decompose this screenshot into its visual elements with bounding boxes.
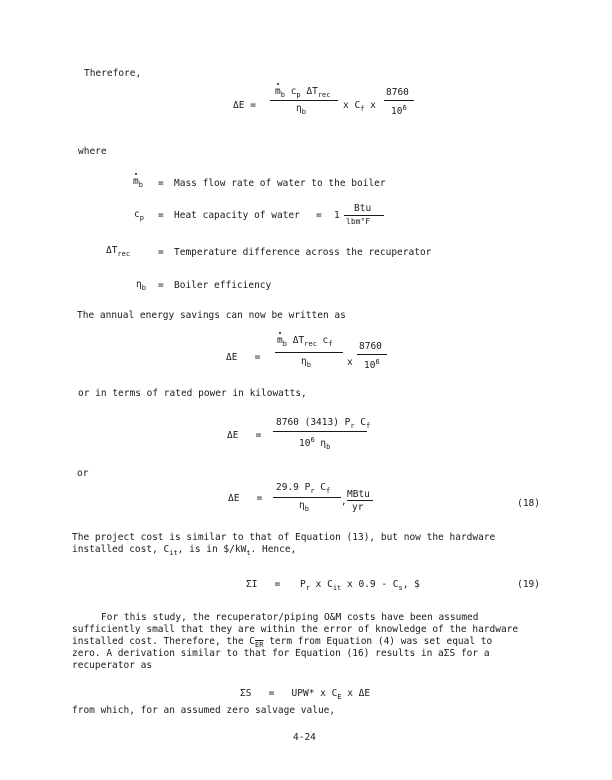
def-cp-eq: = [158,210,164,221]
def-eta-desc: Boiler efficiency [174,280,272,291]
eq1-factor: x $C_f$ x [343,100,376,113]
eq1-den2: $10^6$ [391,104,407,118]
para-line-5: recuperator as [72,660,153,671]
eq2-fraction-bar-2 [357,354,387,355]
def-dt-eq: = [158,247,164,258]
eq18-denominator: $\eta_b$ [299,500,309,513]
eq-sum-s: ΣS = UPW* x $C_E$ x ΔE [240,688,371,701]
para-line-4: zero. A derivation similar to that for Equation (16) results in aΣS for a [72,648,490,659]
eq18-unit-bar [347,500,373,501]
eq19-lhs: ΣI = [246,579,281,590]
para-line-1: For this study, the recuperator/piping O&M costs have been assumed [101,612,479,623]
eq1-numerator: $m_b$ $c_p$ $\Delta T_{rec}$ [275,86,331,99]
eq1-num2: 8760 [386,87,409,98]
eq18-comma: , [341,496,347,507]
def-eta-eq: = [158,280,164,291]
def-m-symbol: $m_b$ [133,176,143,189]
def-eta-symbol: $\eta_b$ [136,279,146,292]
eq19-number: (19) [517,579,540,590]
def-cp-desc: Heat capacity of water [174,210,300,221]
eq3-fraction-bar [273,431,367,432]
eq18-unit-den: yr [352,502,364,513]
def-dt-symbol: $\Delta T_{rec}$ [106,245,131,258]
eq2-numerator: $m_b$ $\Delta T_{rec}$ $c_f$ [277,335,333,348]
eq1-fraction-bar-2 [384,100,414,101]
def-cp-val: 1 [334,210,340,221]
eq1-lhs: ΔE = [233,100,256,111]
eq18-fraction-bar [273,497,341,498]
def-cp-eq2: = [316,210,322,221]
def-m-eq: = [158,178,164,189]
eq3-numerator: 8760 (3413) $P_r$ $C_f$ [276,417,371,430]
para-line-2: sufficiently small that they are within the error of knowledge of the hardware [72,624,519,635]
or-rated-text: or in terms of rated power in kilowatts, [78,388,307,399]
eq2-times: x [347,357,353,368]
eq3-lhs: ΔE = [227,430,262,441]
def-m-desc: Mass flow rate of water to the boiler [174,178,386,189]
from-which-text: from which, for an assumed zero salvage value, [72,705,336,716]
eq2-denominator: $\eta_b$ [301,356,311,369]
eq18-lhs: ΔE = [228,493,263,504]
def-cp-symbol: $c_p$ [134,209,144,222]
eq19-body: $P_r$ x $C_{it}$ x $0.9 - C_s$, $ [300,579,420,592]
para-line-3: installed cost. Therefore, the $C_{\overline{ER}}$ term from Equation (4) was set equal to [72,636,493,649]
eq2-num2: 8760 [359,341,382,352]
def-cp-unit-den: lbm°F [346,217,371,226]
or-text: or [77,468,89,479]
eq2-den2: $10^6$ [364,358,380,372]
annual-text: The annual energy savings can now be written as [77,310,346,321]
def-cp-unit-bar [344,215,384,216]
page-number: 4-24 [293,732,316,743]
where-text: where [78,146,107,157]
therefore-text: Therefore, [84,68,142,79]
def-dt-desc: Temperature difference across the recuperator [174,247,432,258]
eq2-fraction-bar [275,352,343,353]
project-line-2: installed cost, $C_{it}$, is in $\$/kW_t$. Hence, [72,544,297,557]
eq18-unit-num: MBtu [347,489,370,500]
def-cp-unit-num: Btu [354,203,372,214]
eq18-number: (18) [517,498,540,509]
eq1-fraction-bar [270,100,338,101]
eq18-numerator: 29.9 $P_r$ $C_f$ [276,482,331,495]
eq3-denominator: $10^6$ $\eta_b$ [299,436,331,452]
project-line-1: The project cost is similar to that of Equation (13), but now the hardware [72,532,496,543]
eq1-denominator: $\eta_b$ [296,103,306,116]
eq2-lhs: ΔE = [226,352,261,363]
